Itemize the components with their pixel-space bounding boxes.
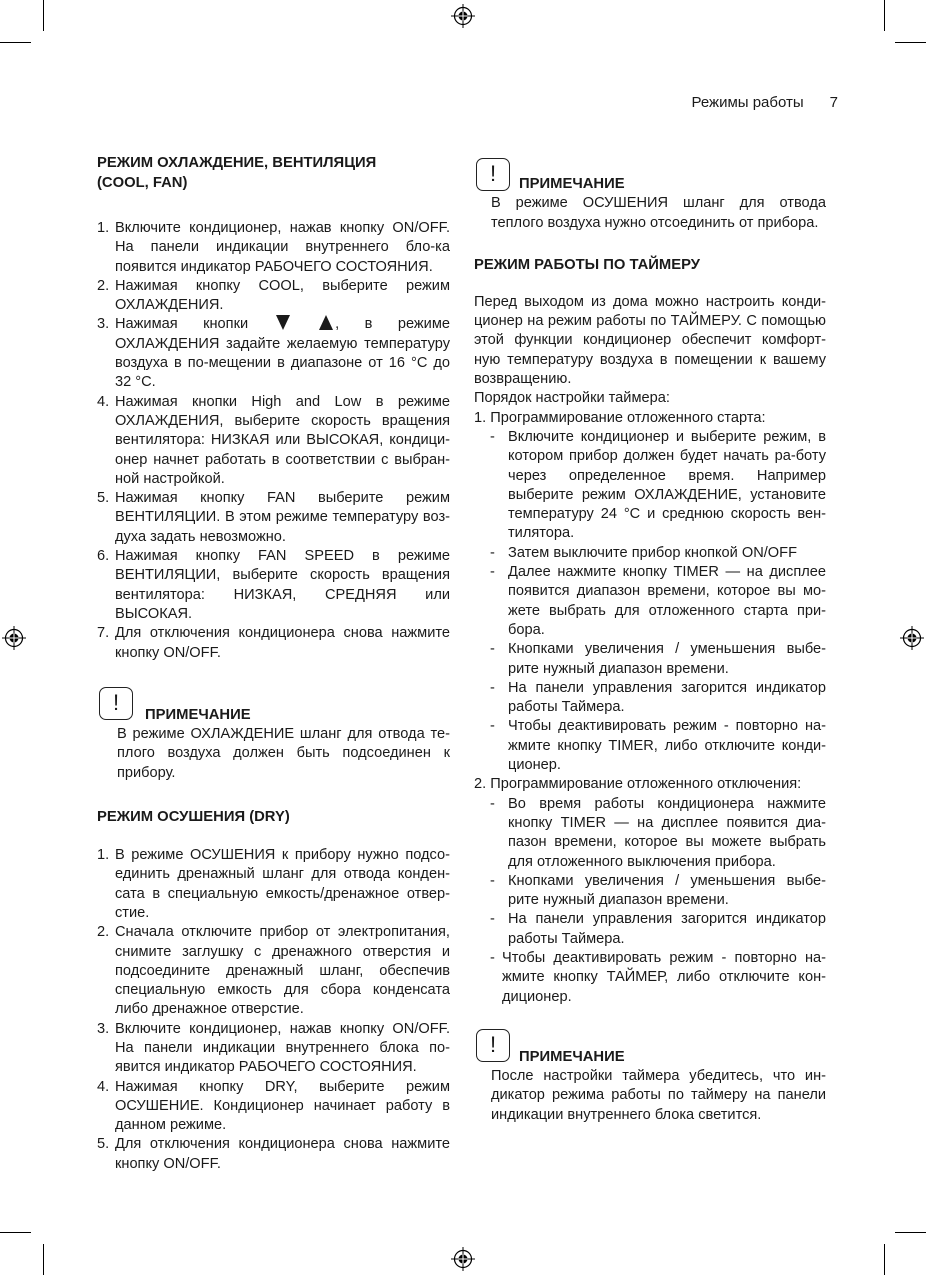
warning-note-icon: !: [476, 158, 510, 191]
note-dry: [474, 158, 826, 233]
warning-note-icon: !: [99, 687, 133, 720]
registration-mark-icon: [451, 1247, 475, 1271]
list-item: - На панели управления загорится индикатор работы Таймера.: [490, 911, 826, 947]
list-item: 3. Нажимая кнопки , в режиме ОХЛАЖДЕНИЯ задайте желаемую температуру воздуха в по-мещении в диапазоне от 16 °С до 32 °С.: [97, 316, 450, 391]
arrow-down-icon: [276, 315, 290, 330]
left-column: [97, 153, 450, 1174]
timer-section-2-list: [474, 795, 826, 1007]
crop-mark: [895, 42, 926, 43]
list-item: - Чтобы деактивировать режим - повторно на-жмите кнопку TIMER, либо отключите конди-ционер.: [490, 718, 826, 774]
list-item: 4. Нажимая кнопки High and Low в режиме ОХЛАЖДЕНИЯ, выберите скорость вращения вентилятора: НИЗКАЯ или ВЫСОКАЯ, кондици-онер начнет работать в соответствии с выбран-ной настройкой.: [97, 393, 450, 487]
timer-section-1-list: [474, 428, 826, 775]
cool-mode-heading: РЕЖИМ ОХЛАЖДЕНИЕ, ВЕНТИЛЯЦИЯ (COOL, FAN): [97, 155, 377, 191]
dry-steps-list: [97, 846, 450, 1174]
timer-section-1-title: 1. Программирование отложенного старта:: [474, 409, 766, 426]
header-section-title: Режимы работы: [691, 94, 804, 111]
note-title: ПРИМЕЧАНИЕ: [145, 706, 251, 723]
list-item: - Кнопками увеличения / уменьшения выбе-рите нужный диапазон времени.: [490, 872, 826, 909]
list-item: - Во время работы кондиционера нажмите кнопку TIMER — на дисплее появится диа-пазон времени, которое вы можете выбрать для отложенного выключения прибора.: [490, 795, 826, 870]
list-item: 4. Нажимая кнопку DRY, выберите режим ОСУШЕНИЕ. Кондиционер начинает работу в данном режиме.: [97, 1078, 450, 1134]
crop-mark: [43, 1244, 44, 1275]
list-item: - Кнопками увеличения / уменьшения выбе-рите нужный диапазон времени.: [490, 641, 826, 677]
list-item: 2. Сначала отключите прибор от электропитания, снимите заглушку с дренажного отверстия и подсоедините дренажный шланг, обеспечив специальную емкость для сбора конденсата либо дренажное отверстие.: [97, 924, 450, 1018]
note-title: ПРИМЕЧАНИЕ: [519, 1048, 625, 1065]
registration-mark-icon: [900, 626, 924, 650]
crop-mark: [43, 0, 44, 31]
list-item: - Далее нажмите кнопку TIMER — на дисплее появится диапазон времени, которое вы мо-жете выбрать для отложенного старта при-бора.: [490, 564, 826, 638]
list-item: 6. Нажимая кнопку FAN SPEED в режиме ВЕНТИЛЯЦИИ, выберите скорость вращения вентилятора: НИЗКАЯ, СРЕДНЯЯ или ВЫСОКАЯ.: [97, 548, 450, 622]
note-cool: [97, 687, 450, 783]
timer-section-2-title: 2. Программирование отложенного отключения:: [474, 776, 802, 793]
crop-mark: [884, 1244, 885, 1275]
note-text: В режиме ОХЛАЖДЕНИЕ шланг для отвода те-плого воздуха должен быть подсоединен к прибору.: [117, 726, 450, 781]
right-column: [474, 158, 826, 1125]
crop-mark: [0, 1232, 31, 1233]
list-item: 1. Включите кондиционер, нажав кнопку ON/OFF. На панели индикации внутреннего бло-ка появится индикатор РАБОЧЕГО СОСТОЯНИЯ.: [97, 220, 450, 275]
arrow-up-icon: [319, 315, 333, 330]
note-title: ПРИМЕЧАНИЕ: [519, 176, 625, 192]
crop-mark: [884, 0, 885, 31]
timer-mode-heading: РЕЖИМ РАБОТЫ ПО ТАЙМЕРУ: [474, 256, 700, 273]
cool-steps-list: [97, 219, 450, 663]
page-number: 7: [829, 94, 838, 111]
registration-mark-icon: [451, 4, 475, 28]
warning-note-icon: !: [476, 1029, 510, 1062]
list-item: 2. Нажимая кнопку COOL, выберите режим ОХЛАЖДЕНИЯ.: [97, 277, 450, 314]
list-item: - Затем выключите прибор кнопкой ON/OFF: [490, 544, 797, 561]
crop-mark: [895, 1232, 926, 1233]
timer-intro: Перед выходом из дома можно настроить конди-ционер на режим работы по ТАЙМЕРУ. С помощью этой функции кондиционер обеспечит комфорт-ную температуру воздуха в помещении к вашему возвращению.: [474, 293, 826, 388]
list-item: 3. Включите кондиционер, нажав кнопку ON/OFF. На панели индикации внутреннего блока по-явится индикатор РАБОЧЕГО СОСТОЯНИЯ.: [97, 1020, 450, 1076]
note-text: После настройки таймера убедитесь, что ин-дикатор режима работы по таймеру на панели индикации внутреннего блока светится.: [491, 1068, 826, 1123]
list-item: 5. Нажимая кнопку FAN выберите режим ВЕНТИЛЯЦИИ. В этом режиме температуру воз-духа задать невозможно.: [97, 490, 450, 545]
list-item: 7. Для отключения кондиционера снова нажмите кнопку ON/OFF.: [97, 625, 450, 661]
note-timer: [474, 1029, 826, 1125]
dry-mode-heading: РЕЖИМ ОСУШЕНИЯ (DRY): [97, 809, 290, 826]
registration-mark-icon: [2, 626, 26, 650]
note-text: В режиме ОСУШЕНИЯ шланг для отвода теплого воздуха нужно отсоединить от прибора.: [491, 195, 826, 231]
list-item: - На панели управления загорится индикатор работы Таймера.: [490, 679, 826, 716]
crop-mark: [0, 42, 31, 43]
timer-order: Порядок настройки таймера:: [474, 390, 670, 407]
list-item: 5. Для отключения кондиционера снова нажмите кнопку ON/OFF.: [97, 1136, 450, 1172]
list-item: - Чтобы деактивировать режим - повторно на-жмите кнопку ТАЙМЕР, либо отключите кон-диционер.: [490, 949, 826, 1005]
list-item: 1. В режиме ОСУШЕНИЯ к прибору нужно подсо-единить дренажный шланг для отвода конден-сата в специальную емкость/дренажное отвер-стие.: [97, 847, 450, 921]
list-item: - Включите кондиционер и выберите режим, в котором прибор должен будет начать ра-боту через определенное время. Например выберите режим ОХЛАЖДЕНИЕ, установите температуру 24 °С и среднюю скорость вен-тилятора.: [490, 428, 826, 542]
running-header: [692, 94, 838, 111]
